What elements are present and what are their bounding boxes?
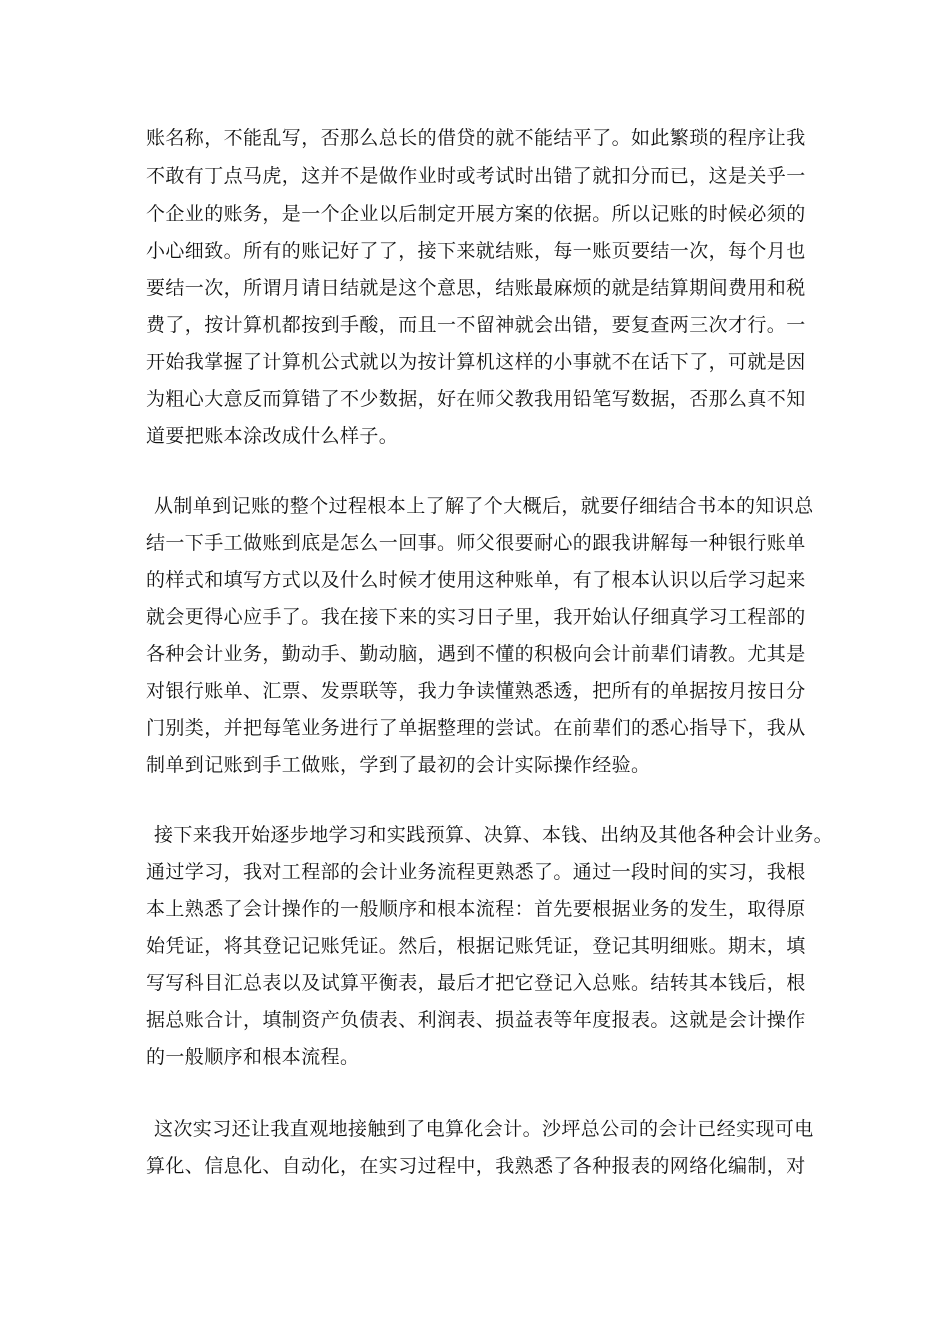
paragraph-1-line-9: 道要把账本涂改成什么样子。 [146,425,399,447]
paragraph-4-line-2: 算化、信息化、自动化，在实习过程中，我熟悉了各种报表的网络化编制，对 [146,1155,806,1177]
paragraph-3-line-7: 的一般顺序和根本流程。 [146,1046,360,1068]
paragraph-2-line-6: 对银行账单、汇票、发票联等，我力争读懂熟悉透，把所有的单据按月按日分 [146,680,806,702]
paragraph-1-line-3: 个企业的账务，是一个企业以后制定开展方案的依据。所以记账的时候必须的 [146,203,806,225]
paragraph-1-line-7: 开始我掌握了计算机公式就以为按计算机这样的小事就不在话下了，可就是因 [146,351,806,373]
paragraph-1-line-4: 小心细致。所有的账记好了了，接下来就结账，每一账页要结一次，每个月也 [146,240,806,262]
paragraph-3-line-2: 通过学习，我对工程部的会计业务流程更熟悉了。通过一段时间的实习，我根 [146,861,806,883]
paragraph-3-line-6: 据总账合计，填制资产负债表、利润表、损益表等年度报表。这就是会计操作 [146,1009,806,1031]
paragraph-3-line-5: 写写科目汇总表以及试算平衡表，最后才把它登记入总账。结转其本钱后，根 [146,972,806,994]
paragraph-1-line-6: 费了，按计算机都按到手酸，而且一不留神就会出错，要复查两三次才行。一 [146,314,806,336]
paragraph-3-line-4: 始凭证，将其登记记账凭证。然后，根据记账凭证，登记其明细账。期末，填 [146,935,806,957]
paragraph-2-line-5: 各种会计业务，勤动手、勤动脑，遇到不懂的积极向会计前辈们请教。尤其是 [146,643,806,665]
paragraph-2-line-3: 的样式和填写方式以及什么时候才使用这种账单，有了根本认识以后学习起来 [146,569,806,591]
paragraph-1-line-1: 账名称，不能乱写，否那么总长的借贷的就不能结平了。如此繁琐的程序让我 [146,127,806,149]
paragraph-2-line-8: 制单到记账到手工做账，学到了最初的会计实际操作经验。 [146,754,651,776]
paragraph-2-line-1: 从制单到记账的整个过程根本上了解了个大概后，就要仔细结合书本的知识总 [154,495,814,517]
paragraph-2-line-7: 门别类，并把每笔业务进行了单据整理的尝试。在前辈们的悉心指导下，我从 [146,717,806,739]
paragraph-3-line-1: 接下来我开始逐步地学习和实践预算、决算、本钱、出纳及其他各种会计业务。 [154,824,834,846]
paragraph-2-line-4: 就会更得心应手了。我在接下来的实习日子里，我开始认仔细真学习工程部的 [146,606,806,628]
paragraph-1-line-2: 不敢有丁点马虎，这并不是做作业时或考试时出错了就扣分而已，这是关乎一 [146,165,806,187]
paragraph-4-line-1: 这次实习还让我直观地接触到了电算化会计。沙坪总公司的会计已经实现可电 [154,1118,814,1140]
paragraph-1-line-8: 为粗心大意反而算错了不少数据，好在师父教我用铅笔写数据，否那么真不知 [146,388,806,410]
paragraph-2-line-2: 结一下手工做账到底是怎么一回事。师父很要耐心的跟我讲解每一种银行账单 [146,532,806,554]
paragraph-3-line-3: 本上熟悉了会计操作的一般顺序和根本流程：首先要根据业务的发生，取得原 [146,898,806,920]
paragraph-1-line-5: 要结一次，所谓月请日结就是这个意思，结账最麻烦的就是结算期间费用和税 [146,277,806,299]
